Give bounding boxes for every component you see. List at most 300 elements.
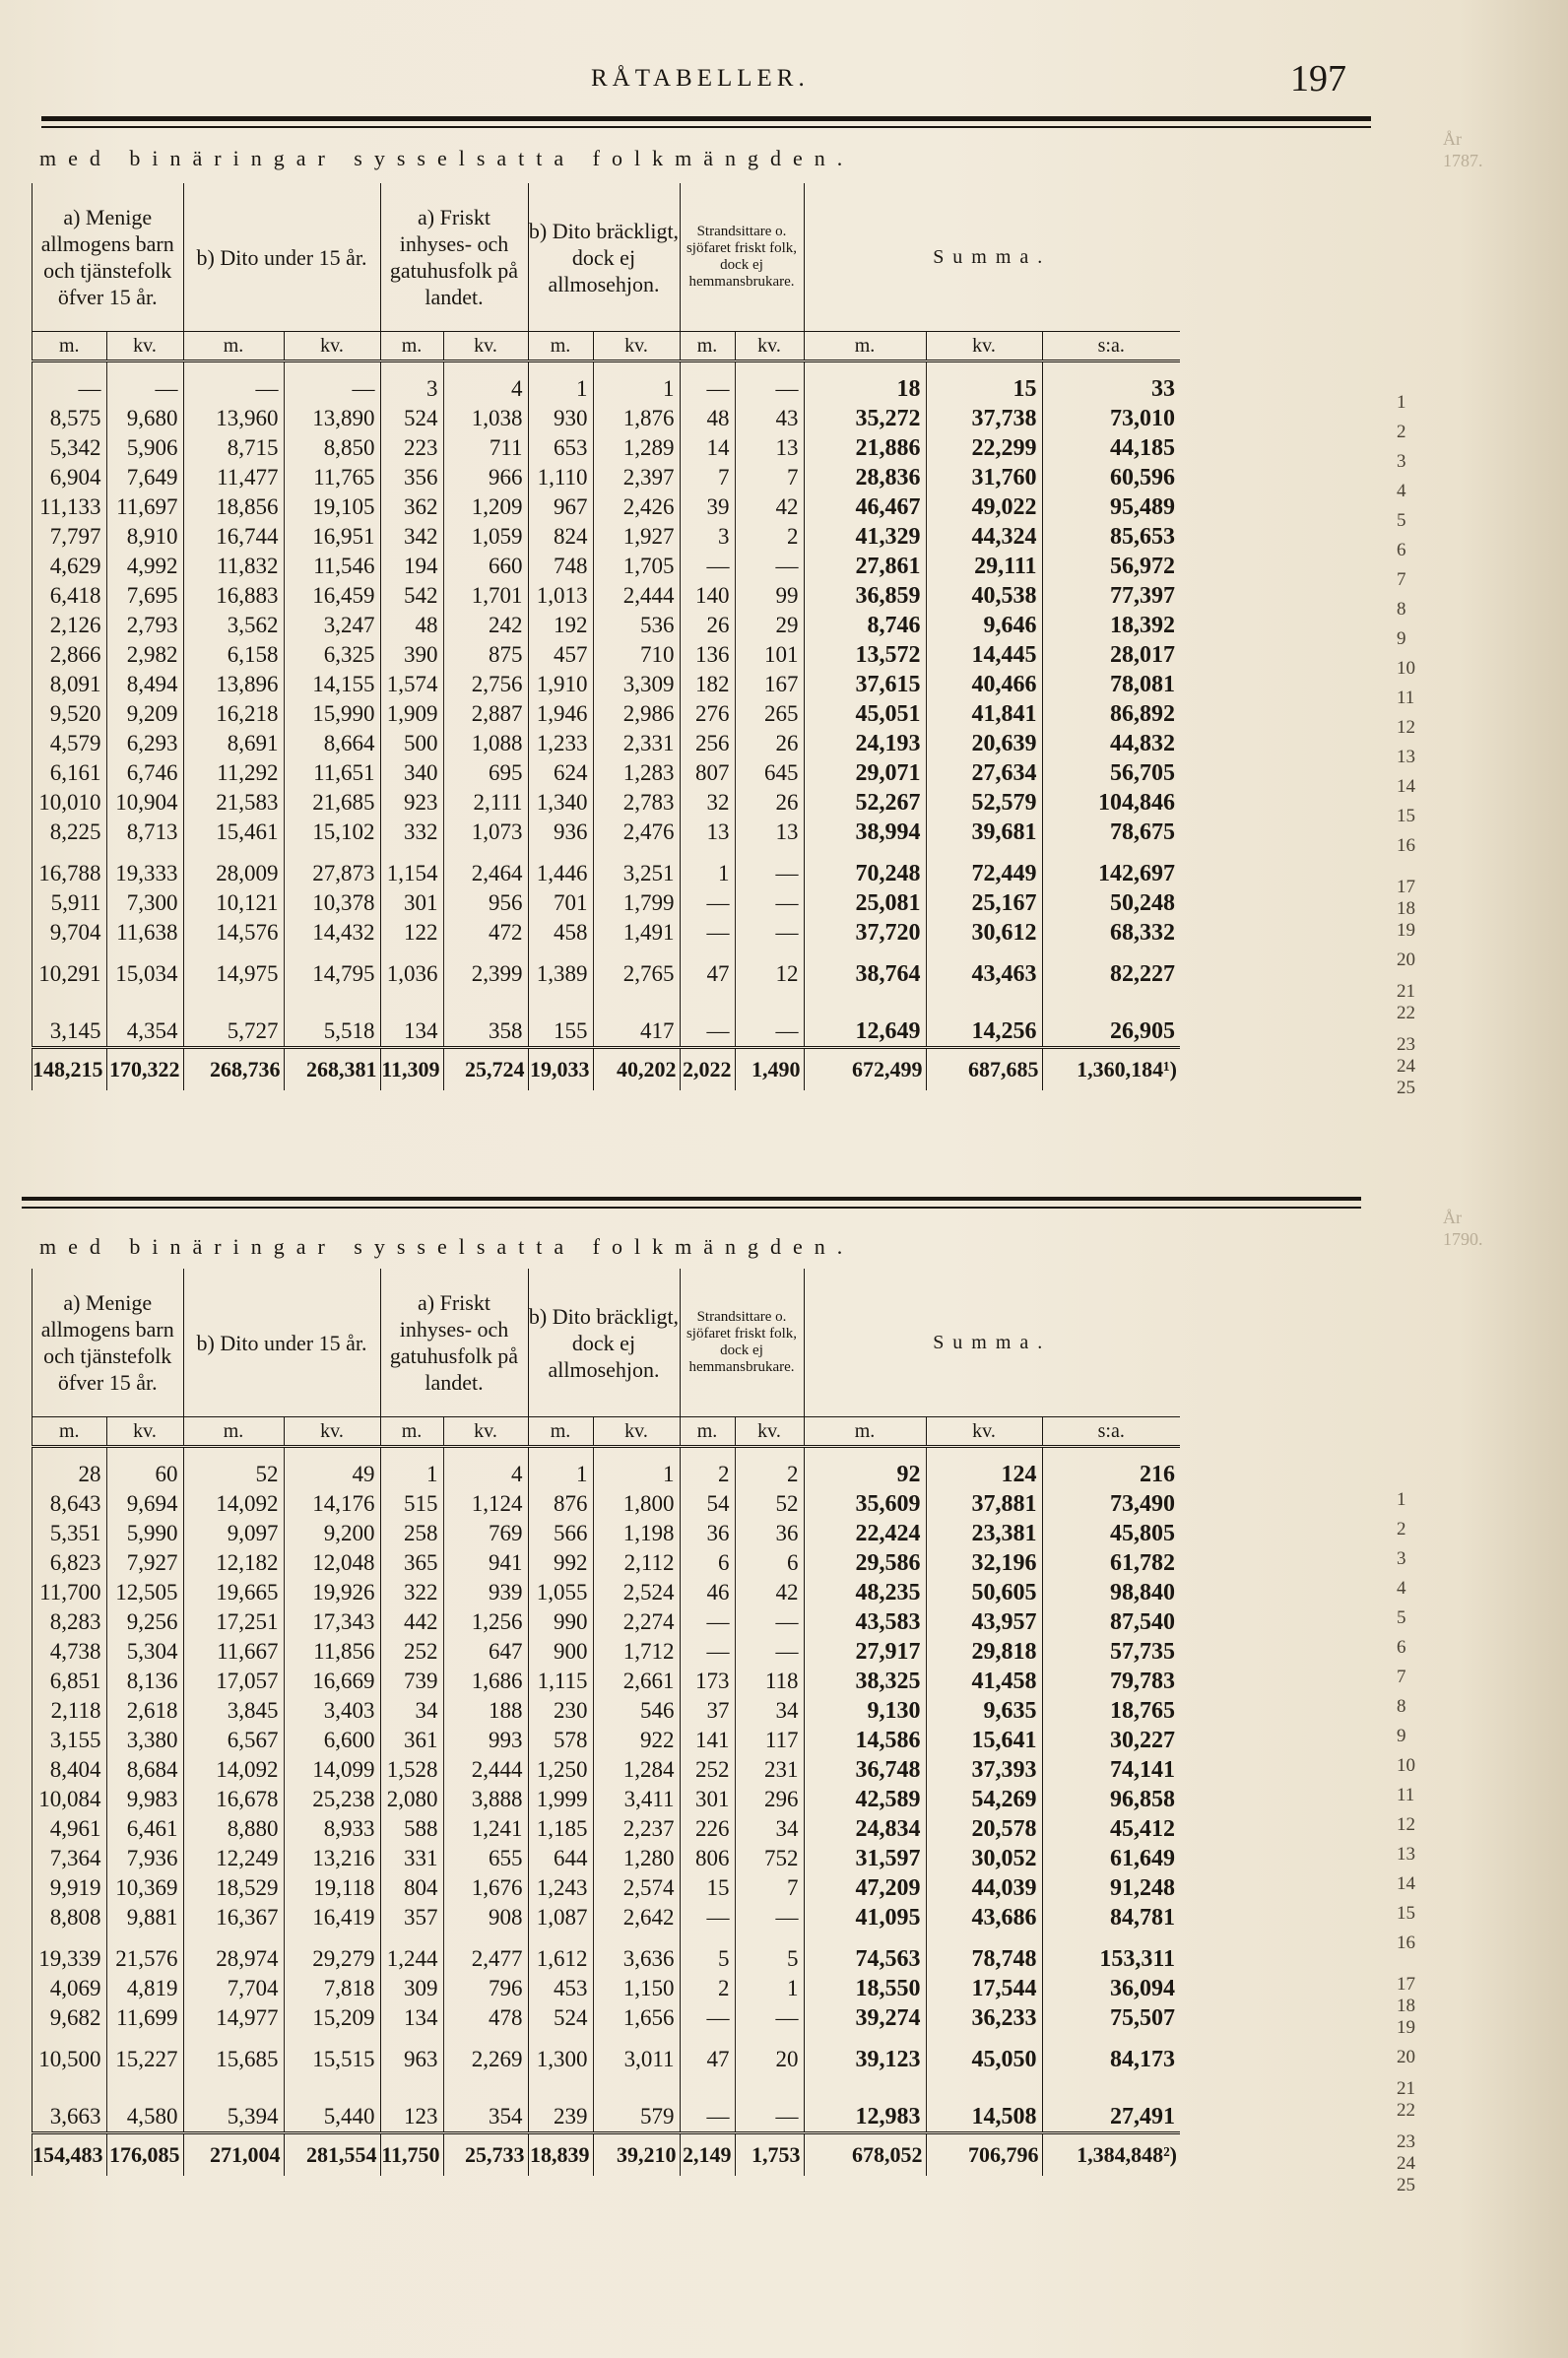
table-cell: 45,051 — [804, 699, 926, 729]
table-cell: 91,248 — [1042, 1873, 1180, 1903]
table-cell: 2,783 — [593, 788, 680, 818]
table-cell: 1,059 — [443, 522, 528, 552]
table-cell: 4,961 — [33, 1814, 107, 1844]
table-cell: 3,403 — [284, 1696, 380, 1726]
row-number: 2 — [1397, 1519, 1406, 1539]
table-cell: 1,055 — [528, 1578, 593, 1607]
table-cell: 1,088 — [443, 729, 528, 758]
table-cell: 16,678 — [183, 1785, 284, 1814]
table-cell: 45,412 — [1042, 1814, 1180, 1844]
table-cell: 301 — [380, 888, 443, 918]
table-cell: 5,394 — [183, 2102, 284, 2133]
table-cell: 39,681 — [926, 818, 1042, 847]
table-cell: 3,636 — [593, 1944, 680, 1974]
column-subheader: s:a. — [1042, 332, 1180, 361]
table-cell: 45,050 — [926, 2045, 1042, 2074]
table-cell: 8,684 — [106, 1755, 183, 1785]
table-cell: 18,856 — [183, 492, 284, 522]
table-cell: 7,936 — [106, 1844, 183, 1873]
table-cell: 43,686 — [926, 1903, 1042, 1932]
column-group-header: Summa. — [804, 183, 1180, 332]
table-cell: 27,634 — [926, 758, 1042, 788]
table-cell: 6,158 — [183, 640, 284, 670]
table-row — [33, 1519, 1181, 1548]
table-cell: 16,367 — [183, 1903, 284, 1932]
table-cell: 8,713 — [106, 818, 183, 847]
table-cell: 141 — [680, 1726, 735, 1755]
row-number: 1 — [1397, 392, 1406, 413]
table-cell: 44,039 — [926, 1873, 1042, 1903]
table-cell: 8,850 — [284, 433, 380, 463]
table-cell: 134 — [380, 2003, 443, 2033]
table-cell: 19,105 — [284, 492, 380, 522]
table-cell: 38,325 — [804, 1667, 926, 1696]
table-cell: 223 — [380, 433, 443, 463]
separator-rule — [22, 1197, 1361, 1201]
table-cell: 14,795 — [284, 959, 380, 989]
column-group-header: a) Friskt inhyses- och gatuhusfolk på landet. — [380, 183, 528, 332]
table-cell: — — [735, 2003, 804, 2033]
table-cell: 1,013 — [528, 581, 593, 611]
table-cell: 38,764 — [804, 959, 926, 989]
table-cell: 43,957 — [926, 1607, 1042, 1637]
column-subheader: m. — [380, 1417, 443, 1447]
table-cell: 32 — [680, 788, 735, 818]
table-cell: 6 — [735, 1548, 804, 1578]
total-cell: 154,483 — [33, 2133, 107, 2177]
table-cell: 2,477 — [443, 1944, 528, 1974]
table-cell: 9,680 — [106, 404, 183, 433]
table-cell: 16,669 — [284, 1667, 380, 1696]
column-subheader: kv. — [926, 1417, 1042, 1447]
table-cell: — — [735, 2102, 804, 2133]
table-cell: 993 — [443, 1726, 528, 1755]
margin-note-lower: År 1790. — [1443, 1208, 1483, 1249]
table-cell: 48,235 — [804, 1578, 926, 1607]
row-number: 9 — [1397, 628, 1406, 649]
table-cell: 9,130 — [804, 1696, 926, 1726]
table-cell: 45,805 — [1042, 1519, 1180, 1548]
table-cell: 24,193 — [804, 729, 926, 758]
table-cell: 28,009 — [183, 859, 284, 888]
table-cell: 4 — [443, 374, 528, 404]
running-head — [0, 57, 1568, 106]
table-cell: 7,695 — [106, 581, 183, 611]
row-number: 15 — [1397, 806, 1415, 826]
table-cell: 36,748 — [804, 1755, 926, 1785]
table-cell: 3,309 — [593, 670, 680, 699]
table-cell: 74,563 — [804, 1944, 926, 1974]
table-cell: 18,529 — [183, 1873, 284, 1903]
table-cell: 8,091 — [33, 670, 107, 699]
table-cell: 35,272 — [804, 404, 926, 433]
table-cell: 15,034 — [106, 959, 183, 989]
row-number: 16 — [1397, 1932, 1415, 1953]
column-subheader: kv. — [735, 1417, 804, 1447]
table-row — [33, 1944, 1181, 1974]
table-cell: 18,392 — [1042, 611, 1180, 640]
table-cell: 11,697 — [106, 492, 183, 522]
table-cell: 1,154 — [380, 859, 443, 888]
table-row — [33, 1637, 1181, 1667]
table-cell: 10,369 — [106, 1873, 183, 1903]
table-cell: — — [735, 859, 804, 888]
table-cell: 78,675 — [1042, 818, 1180, 847]
table-cell: 16,951 — [284, 522, 380, 552]
table-cell: 14,432 — [284, 918, 380, 948]
table-cell: — — [735, 918, 804, 948]
table-cell: 44,324 — [926, 522, 1042, 552]
table-cell: 9,209 — [106, 699, 183, 729]
table-row — [33, 1548, 1181, 1578]
total-cell: 1,490 — [735, 1048, 804, 1091]
table-row — [33, 1016, 1181, 1048]
table-cell: 231 — [735, 1755, 804, 1785]
table-cell: 39,123 — [804, 2045, 926, 2074]
table-row — [33, 2003, 1181, 2033]
table-cell: 3,251 — [593, 859, 680, 888]
table-cell: 1,910 — [528, 670, 593, 699]
table-cell: 13,572 — [804, 640, 926, 670]
table-cell: 14,977 — [183, 2003, 284, 2033]
table-row — [33, 918, 1181, 948]
table-cell: 17,057 — [183, 1667, 284, 1696]
table-cell: 21,583 — [183, 788, 284, 818]
table-cell: 354 — [443, 2102, 528, 2133]
table-cell: 11,651 — [284, 758, 380, 788]
table-cell: 52 — [735, 1489, 804, 1519]
table-cell: 142,697 — [1042, 859, 1180, 888]
total-cell: 268,381 — [284, 1048, 380, 1091]
table-cell: 1,289 — [593, 433, 680, 463]
table-cell: 1,073 — [443, 818, 528, 847]
column-subheader: kv. — [443, 332, 528, 361]
table-cell: 701 — [528, 888, 593, 918]
table-cell: 6,904 — [33, 463, 107, 492]
table-cell: 36 — [680, 1519, 735, 1548]
table-cell: 804 — [380, 1873, 443, 1903]
table-cell: 2,765 — [593, 959, 680, 989]
row-number: 19 — [1397, 920, 1415, 941]
table-cell: 30,052 — [926, 1844, 1042, 1873]
table-cell: 17,251 — [183, 1607, 284, 1637]
row-number: 23 — [1397, 1034, 1415, 1055]
table-cell: 242 — [443, 611, 528, 640]
table-cell: 967 — [528, 492, 593, 522]
table-cell: 806 — [680, 1844, 735, 1873]
table-cell: 70,248 — [804, 859, 926, 888]
table-cell: — — [680, 1016, 735, 1048]
table-cell: 27,917 — [804, 1637, 926, 1667]
table-row — [33, 670, 1181, 699]
table-cell: 1,280 — [593, 1844, 680, 1873]
table-cell: 1,656 — [593, 2003, 680, 2033]
table-cell: 46,467 — [804, 492, 926, 522]
table-cell: 515 — [380, 1489, 443, 1519]
table-cell: 10,084 — [33, 1785, 107, 1814]
table-cell: 18,765 — [1042, 1696, 1180, 1726]
table-cell: 46 — [680, 1578, 735, 1607]
table-cell: 660 — [443, 552, 528, 581]
table-cell: 5,440 — [284, 2102, 380, 2133]
table-cell: 41,841 — [926, 699, 1042, 729]
table-cell: 2 — [735, 1460, 804, 1489]
table-cell: 37 — [680, 1696, 735, 1726]
table-cell: 11,546 — [284, 552, 380, 581]
table-cell: 365 — [380, 1548, 443, 1578]
table-cell: 14,445 — [926, 640, 1042, 670]
table-cell: 61,649 — [1042, 1844, 1180, 1873]
table-cell: 2,397 — [593, 463, 680, 492]
table-cell: 941 — [443, 1548, 528, 1578]
table-cell: 524 — [528, 2003, 593, 2033]
column-subheader: m. — [33, 1417, 107, 1447]
table-cell: 4,992 — [106, 552, 183, 581]
table-cell: 1,999 — [528, 1785, 593, 1814]
table-cell: 84,173 — [1042, 2045, 1180, 2074]
table-cell: 2,126 — [33, 611, 107, 640]
table-cell: 19,665 — [183, 1578, 284, 1607]
table-cell: 3,155 — [33, 1726, 107, 1755]
table-cell: 25,167 — [926, 888, 1042, 918]
table-cell: 153,311 — [1042, 1944, 1180, 1974]
table-cell: 239 — [528, 2102, 593, 2133]
table-cell: 14,176 — [284, 1489, 380, 1519]
table-cell: 24,834 — [804, 1814, 926, 1844]
table-cell: 5,727 — [183, 1016, 284, 1048]
table-cell: 118 — [735, 1667, 804, 1696]
table-cell: 624 — [528, 758, 593, 788]
table-cell: 37,720 — [804, 918, 926, 948]
row-number: 20 — [1397, 2047, 1415, 2067]
row-number: 3 — [1397, 451, 1406, 472]
table-cell: 14,975 — [183, 959, 284, 989]
table-cell: 12,505 — [106, 1578, 183, 1607]
table-cell: 41,095 — [804, 1903, 926, 1932]
table-cell: 4 — [443, 1460, 528, 1489]
table-cell: 194 — [380, 552, 443, 581]
column-subheader: kv. — [284, 1417, 380, 1447]
table-cell: 22,424 — [804, 1519, 926, 1548]
table-cell: 1,491 — [593, 918, 680, 948]
table-row — [33, 788, 1181, 818]
total-cell: 1,753 — [735, 2133, 804, 2177]
table-cell: 546 — [593, 1696, 680, 1726]
table-cell: 442 — [380, 1607, 443, 1637]
table-cell: 79,783 — [1042, 1667, 1180, 1696]
total-cell: 268,736 — [183, 1048, 284, 1091]
column-subheader: kv. — [106, 1417, 183, 1447]
table-cell: 4,580 — [106, 2102, 183, 2133]
row-number: 17 — [1397, 1974, 1415, 1995]
table-row — [33, 699, 1181, 729]
table-cell: — — [735, 552, 804, 581]
table-cell: 33 — [1042, 374, 1180, 404]
block-heading: med binäringar sysselsatta folkmängden. — [39, 1234, 855, 1259]
table-cell: 140 — [680, 581, 735, 611]
table-cell: 2,111 — [443, 788, 528, 818]
table-cell: 524 — [380, 404, 443, 433]
table-cell: 15,641 — [926, 1726, 1042, 1755]
table-cell: — — [284, 374, 380, 404]
table-cell: 21,886 — [804, 433, 926, 463]
row-number: 8 — [1397, 1696, 1406, 1717]
table-cell: 10,291 — [33, 959, 107, 989]
table-cell: 2,237 — [593, 1814, 680, 1844]
table-cell: 8,494 — [106, 670, 183, 699]
table-cell: 4,819 — [106, 1974, 183, 2003]
table-cell: 1,115 — [528, 1667, 593, 1696]
data-table — [32, 1269, 1180, 2176]
table-cell: 1,686 — [443, 1667, 528, 1696]
table-cell: 32,196 — [926, 1548, 1042, 1578]
table-cell: 807 — [680, 758, 735, 788]
table-cell: 956 — [443, 888, 528, 918]
table-cell: 1,799 — [593, 888, 680, 918]
table-cell: 34 — [735, 1814, 804, 1844]
table-cell: 39 — [680, 492, 735, 522]
table-cell: 653 — [528, 433, 593, 463]
table-row — [33, 888, 1181, 918]
table-cell: 50,248 — [1042, 888, 1180, 918]
table-cell: 122 — [380, 918, 443, 948]
table-cell: 1,150 — [593, 1974, 680, 2003]
table-cell: 6,851 — [33, 1667, 107, 1696]
table-cell: 16,883 — [183, 581, 284, 611]
total-cell: 678,052 — [804, 2133, 926, 2177]
table-cell: 12 — [735, 959, 804, 989]
table-cell: 17,544 — [926, 1974, 1042, 2003]
table-cell: 695 — [443, 758, 528, 788]
table-row — [33, 1844, 1181, 1873]
table-cell: 6 — [680, 1548, 735, 1578]
total-cell: 18,839 — [528, 2133, 593, 2177]
table-cell: 9,682 — [33, 2003, 107, 2033]
table-cell: 458 — [528, 918, 593, 948]
table-row — [33, 1873, 1181, 1903]
table-cell: 41,329 — [804, 522, 926, 552]
table-cell: — — [680, 2003, 735, 2033]
table-cell: 29,071 — [804, 758, 926, 788]
table-cell: 84,781 — [1042, 1903, 1180, 1932]
table-cell: 2,118 — [33, 1696, 107, 1726]
table-cell: 936 — [528, 818, 593, 847]
table-cell: 9,881 — [106, 1903, 183, 1932]
table-cell: 390 — [380, 640, 443, 670]
table-cell: 2,274 — [593, 1607, 680, 1637]
table-cell: 15,990 — [284, 699, 380, 729]
table-cell: 13 — [735, 818, 804, 847]
table-cell: 361 — [380, 1726, 443, 1755]
table-cell: 216 — [1042, 1460, 1180, 1489]
table-cell: 6,823 — [33, 1548, 107, 1578]
table-cell: 7,797 — [33, 522, 107, 552]
table-cell: 16,788 — [33, 859, 107, 888]
running-head-title: RÅTABELLER. — [591, 65, 810, 92]
table-cell: 1,927 — [593, 522, 680, 552]
table-cell: 14,099 — [284, 1755, 380, 1785]
table-cell: 14,576 — [183, 918, 284, 948]
total-cell: 11,750 — [380, 2133, 443, 2177]
table-cell: 12,048 — [284, 1548, 380, 1578]
table-cell: 18,550 — [804, 1974, 926, 2003]
table-row — [33, 818, 1181, 847]
table-cell: 536 — [593, 611, 680, 640]
column-subheader: kv. — [593, 1417, 680, 1447]
table-cell: 10,378 — [284, 888, 380, 918]
table-cell: 39,274 — [804, 2003, 926, 2033]
table-cell: 4,069 — [33, 1974, 107, 2003]
table-cell: 542 — [380, 581, 443, 611]
table-cell: 645 — [735, 758, 804, 788]
table-cell: — — [33, 374, 107, 404]
table-cell: 8,575 — [33, 404, 107, 433]
table-cell: 26 — [680, 611, 735, 640]
table-row — [33, 1726, 1181, 1755]
table-cell: 7,704 — [183, 1974, 284, 2003]
table-cell: 1,389 — [528, 959, 593, 989]
row-number: 5 — [1397, 510, 1406, 531]
table-cell: 8,808 — [33, 1903, 107, 1932]
table-cell: 82,227 — [1042, 959, 1180, 989]
table-cell: — — [680, 1607, 735, 1637]
row-number: 19 — [1397, 2017, 1415, 2038]
table-cell: 30,227 — [1042, 1726, 1180, 1755]
table-cell: 36 — [735, 1519, 804, 1548]
table-cell: 655 — [443, 1844, 528, 1873]
table-cell: 340 — [380, 758, 443, 788]
row-number: 10 — [1397, 658, 1415, 679]
table-cell: 276 — [680, 699, 735, 729]
table-cell: 60 — [106, 1460, 183, 1489]
table-cell: 25,081 — [804, 888, 926, 918]
table-cell: — — [680, 2102, 735, 2133]
table-cell: 182 — [680, 670, 735, 699]
table-cell: 11,477 — [183, 463, 284, 492]
table-cell: — — [680, 374, 735, 404]
table-cell: 331 — [380, 1844, 443, 1873]
table-cell: 1,574 — [380, 670, 443, 699]
total-cell: 1,384,848²) — [1042, 2133, 1180, 2177]
table-cell: 2,331 — [593, 729, 680, 758]
row-number: 21 — [1397, 981, 1415, 1002]
table-cell: 6,418 — [33, 581, 107, 611]
table-cell: 2,642 — [593, 1903, 680, 1932]
column-subheader: m. — [183, 1417, 284, 1447]
total-cell: 25,733 — [443, 2133, 528, 2177]
table-cell: 3,845 — [183, 1696, 284, 1726]
top-rule — [41, 116, 1371, 121]
table-cell: 60,596 — [1042, 463, 1180, 492]
table-row — [33, 1667, 1181, 1696]
table-cell: 11,832 — [183, 552, 284, 581]
table-row — [33, 404, 1181, 433]
table-cell: 87,540 — [1042, 1607, 1180, 1637]
table-cell: — — [680, 1903, 735, 1932]
table-cell: 7,649 — [106, 463, 183, 492]
table-cell: 47 — [680, 959, 735, 989]
table-cell: 7,818 — [284, 1974, 380, 2003]
table-row — [33, 463, 1181, 492]
table-cell: 296 — [735, 1785, 804, 1814]
table-cell: 358 — [443, 1016, 528, 1048]
table-cell: 14,586 — [804, 1726, 926, 1755]
table-cell: 31,597 — [804, 1844, 926, 1873]
total-cell: 170,322 — [106, 1048, 183, 1091]
table-cell: 8,691 — [183, 729, 284, 758]
table-cell: 1,110 — [528, 463, 593, 492]
column-subheader: m. — [33, 332, 107, 361]
